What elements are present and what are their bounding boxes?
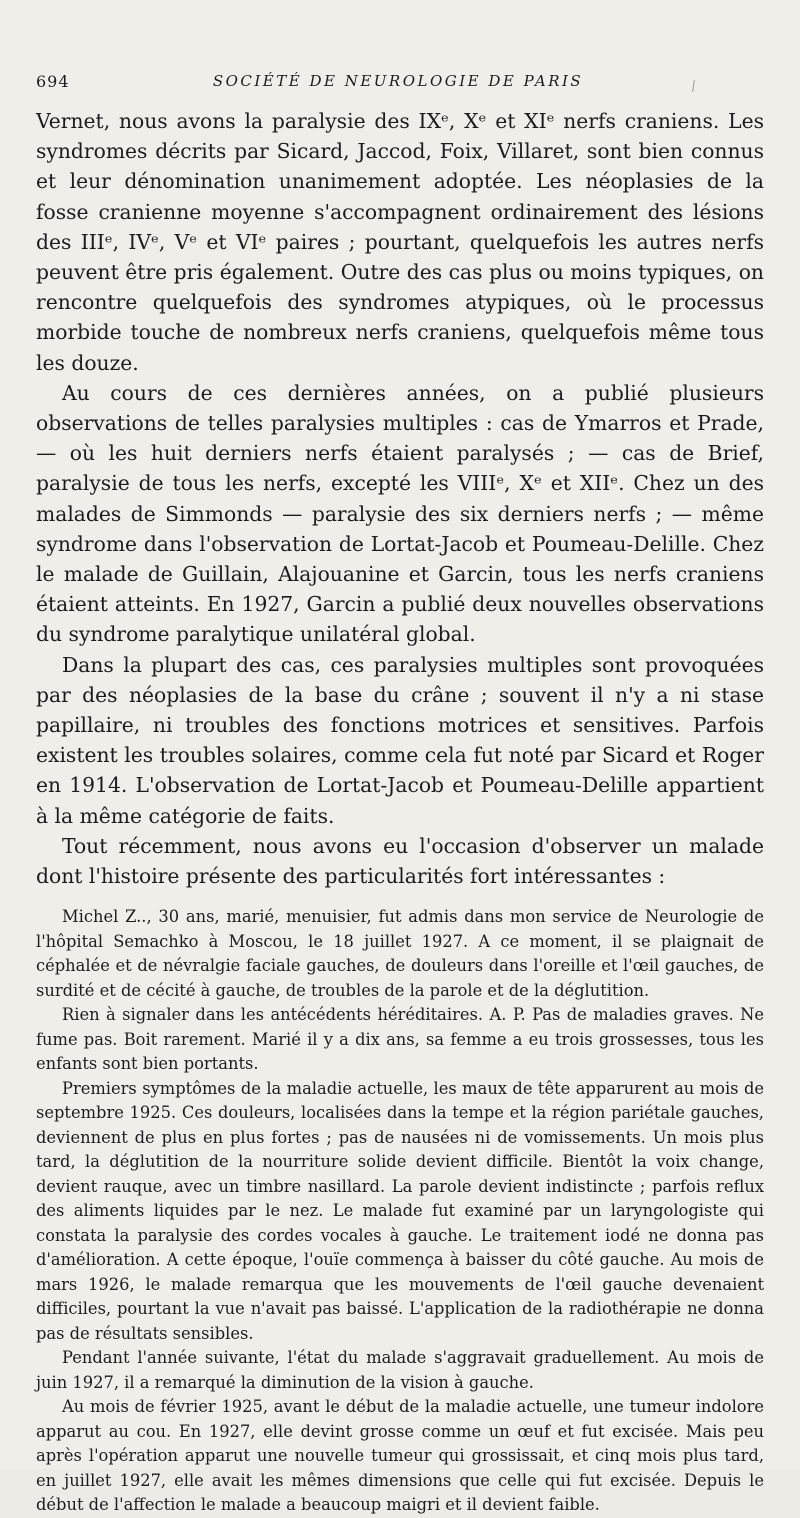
case-paragraph: Au mois de février 1925, avant le début de la maladie actuelle, une tumeur indolore apparut au cou. En 1927, elle devint grosse comme un œuf et fut excisée. Mais peu après l'opération apparut une nouvelle tumeur qui grossissait, et cinq mois plus tard, en juillet 1927, elle avait les mêmes dimensions que celle qui fut excisée. Depuis le début de l'affection le malade a beaucoup maigri et il devient faible. [36,1397,764,1515]
page-number: 694 [36,72,70,91]
paragraph: Tout récemment, nous avons eu l'occasion d'observer un malade dont l'histoire présente des particularités fort intéressantes : [36,833,764,889]
case-report [36,905,764,1518]
paragraph: Au cours de ces dernières années, on a publié plusieurs observations de telles paralysies multiples : cas de Ymarros et Prade, — où les huit derniers nerfs étaient paralysés ; — cas de Brief, paralysie de tous les nerfs, excepté les VIIIᵉ, Xᵉ et XIIᵉ. Chez un des malades de Simmonds — paralysie des six derniers nerfs ; — même syndrome dans l'observation de Lortat-Jacob et Poumeau-Delille. Chez le malade de Guillain, Alajouanine et Garcin, tous les nerfs craniens étaient atteints. En 1927, Garcin a publié deux nouvelles observations du syndrome paralytique unilatéral global. [36,380,764,647]
paragraph: Dans la plupart des cas, ces paralysies multiples sont provoquées par des néoplasies de la base du crâne ; souvent il n'y a ni stase papillaire, ni troubles des fonctions motrices et sensitives. Parfois existent les troubles solaires, comme cela fut noté par Sicard et Roger en 1914. L'observation de Lortat-Jacob et Poumeau-Delille appartient à la même catégorie de faits. [36,652,764,828]
case-paragraph: Premiers symptômes de la maladie actuelle, les maux de tête apparurent au mois de septembre 1925. Ces douleurs, localisées dans la tempe et la région pariétale gauches, deviennent de plus en plus fortes ; pas de nausées ni de vomissements. Un mois plus tard, la déglutition de la nourriture solide devient difficile. Bientôt la voix change, devient rauque, avec un timbre nasillard. La parole devient indistincte ; parfois reflux des aliments liquides par le nez. Le malade fut examiné par un laryngologiste qui constata la paralysie des cordes vocales à gauche. Le traitement iodé ne donna pas d'amélioration. A cette époque, l'ouïe commença à baisser du côté gauche. Au mois de mars 1926, le malade remarqua que les mouvements de l'œil gauche devenaient difficiles, pourtant la vue n'avait pas baissé. L'application de la radiothérapie ne donna pas de résultats sensibles. [36,1078,764,1343]
running-title: SOCIÉTÉ DE NEUROLOGIE DE PARIS [212,72,584,90]
page-body [36,106,764,1518]
case-paragraph: Rien à signaler dans les antécédents héréditaires. A. P. Pas de maladies graves. Ne fume pas. Boit rarement. Marié il y a dix ans, sa femme a eu trois grossesses, tous les enfants sont bien portants. [36,1005,764,1074]
paragraph: Vernet, nous avons la paralysie des IXᵉ, Xᵉ et XIᵉ nerfs craniens. Les syndromes décrits par Sicard, Jaccod, Foix, Villaret, sont bien connus et leur dénomination unanimement adoptée. Les néoplasies de la fosse cranienne moyenne s'accompagnent ordinairement des lésions des IIIᵉ, IVᵉ, Vᵉ et VIᵉ paires ; pourtant, quelquefois les autres nerfs peuvent être pris également. Outre des cas plus ou moins typiques, on rencontre quelquefois des syndromes atypiques, où le processus morbide touche de nombreux nerfs craniens, quelquefois même tous les douze. [36,109,764,375]
main-text [36,106,764,891]
running-header [36,72,760,96]
case-paragraph: Michel Z.., 30 ans, marié, menuisier, fut admis dans mon service de Neurologie de l'hôpital Semachko à Moscou, le 18 juillet 1927. A ce moment, il se plaignait de céphalée et de névralgie faciale gauches, de douleurs dans l'oreille et l'œil gauches, de surdité et de cécité à gauche, de troubles de la parole et de la déglutition. [36,907,764,1000]
case-paragraph: Pendant l'année suivante, l'état du malade s'aggravait graduellement. Au mois de juin 1927, il a remarqué la diminution de la vision à gauche. [36,1348,764,1392]
